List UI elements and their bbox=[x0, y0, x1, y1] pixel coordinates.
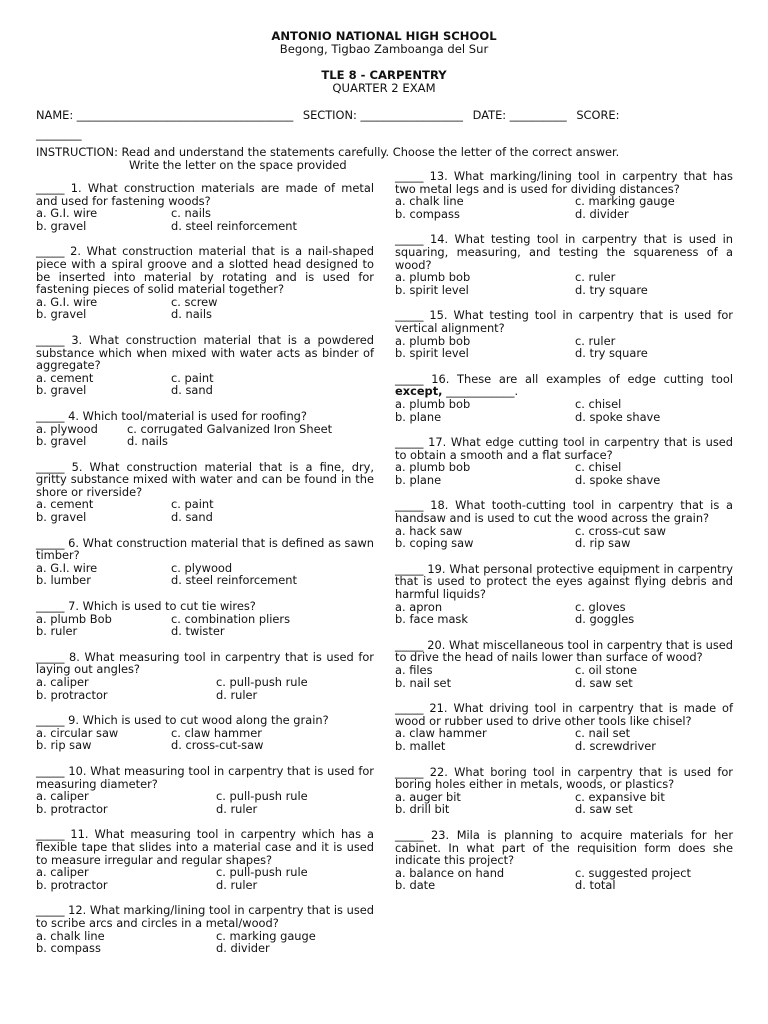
answer-option: a. apron bbox=[395, 599, 443, 614]
answer-option: b. protractor bbox=[36, 801, 108, 816]
answer-option: b. spirit level bbox=[395, 282, 469, 297]
left-question-column bbox=[36, 182, 374, 968]
answer-option: d. sand bbox=[171, 510, 213, 525]
answer-option: c. claw hammer bbox=[171, 725, 262, 740]
question-item bbox=[36, 651, 374, 701]
answer-options bbox=[36, 562, 374, 587]
question-text: _____ 15. What testing tool in carpentry that is used for vertical alignment? bbox=[395, 308, 733, 335]
answer-option: d. divider bbox=[216, 941, 270, 956]
question-stem bbox=[395, 170, 733, 195]
answer-option: c. ruler bbox=[575, 333, 616, 348]
answer-option: c. gloves bbox=[575, 599, 626, 614]
answer-option: a. caliper bbox=[36, 789, 89, 804]
question-text: _____ 17. What edge cutting tool in carpentry that is used to obtain a smooth and a flat surface? bbox=[395, 435, 733, 462]
answer-options bbox=[36, 207, 374, 232]
subject-title: TLE 8 - CARPENTRY bbox=[321, 68, 447, 82]
question-text: _____ 4. Which tool/material is used for roofing? bbox=[36, 408, 307, 423]
answer-option: d. total bbox=[575, 878, 616, 893]
answer-options bbox=[36, 498, 374, 523]
answer-options bbox=[395, 271, 733, 296]
answer-options bbox=[395, 601, 733, 626]
question-text: _____ 3. What construction material that is a powdered substance which when mixed with water acts as binder of aggregate? bbox=[36, 332, 374, 373]
answer-option: c. marking gauge bbox=[575, 194, 675, 209]
question-stem bbox=[36, 410, 374, 423]
question-text: _____ 22. What boring tool in carpentry that is used for boring holes either in metals, woods, or plastics? bbox=[395, 764, 733, 792]
answer-options bbox=[36, 296, 374, 321]
answer-option: a. chalk line bbox=[36, 928, 105, 943]
instruction-line-2: Write the letter on the space provided bbox=[129, 157, 347, 172]
score-field[interactable]: ________ bbox=[36, 127, 82, 141]
answer-option: c. paint bbox=[171, 497, 214, 512]
answer-option: a. caliper bbox=[36, 675, 89, 689]
question-text: _____ 1. What construction materials are made of metal and used for fastening woods? bbox=[36, 181, 374, 208]
answer-options bbox=[36, 727, 374, 752]
answer-option: d. steel reinforcement bbox=[171, 218, 297, 233]
answer-option: b. gravel bbox=[36, 307, 87, 322]
question-stem bbox=[395, 233, 733, 271]
answer-option: d. spoke shave bbox=[575, 472, 661, 487]
answer-option: c. suggested project bbox=[575, 865, 691, 880]
answer-option: d. cross-cut-saw bbox=[171, 738, 264, 753]
answer-option: c. screw bbox=[171, 294, 218, 309]
answer-option: c. combination pliers bbox=[171, 611, 291, 626]
answer-option: a. files bbox=[395, 663, 433, 677]
question-stem bbox=[395, 563, 733, 601]
answer-options bbox=[395, 525, 733, 550]
answer-option: a. plumb bob bbox=[395, 396, 471, 411]
question-text: _____ 12. What marking/lining tool in carpentry that is used to scribe arcs and circles in a metal/wood? bbox=[36, 903, 374, 930]
answer-option: a. plumb bob bbox=[395, 270, 471, 285]
question-text: _____ 23. Mila is planning to acquire materials for her cabinet. In what part of the requisition form does she indicate this project? bbox=[395, 827, 733, 868]
answer-options bbox=[36, 613, 374, 638]
answer-options bbox=[395, 461, 733, 486]
score-label: SCORE: bbox=[576, 108, 620, 122]
answer-option: b. plane bbox=[395, 409, 442, 424]
answer-option: a. caliper bbox=[36, 865, 89, 880]
question-item bbox=[395, 233, 733, 296]
answer-option: a. cement bbox=[36, 497, 94, 512]
answer-option: b. compass bbox=[36, 941, 101, 956]
question-text: _____ 9. Which is used to cut wood along the grain? bbox=[36, 713, 329, 728]
question-item bbox=[395, 499, 733, 549]
answer-option: c. expansive bit bbox=[575, 789, 665, 804]
answer-option: d. spoke shave bbox=[575, 409, 661, 424]
question-text: _____ 6. What construction material that is defined as sawn timber? bbox=[36, 535, 374, 563]
answer-option: d. nails bbox=[127, 434, 168, 449]
question-item bbox=[395, 829, 733, 892]
answer-option: b. coping saw bbox=[395, 536, 474, 551]
answer-option: d. twister bbox=[171, 624, 225, 639]
question-text: _____ 20. What miscellaneous tool in carpentry that is used to drive the head of nails lower than surface of wood? bbox=[395, 637, 733, 665]
answer-option: a. circular saw bbox=[36, 725, 119, 740]
answer-option: a. balance on hand bbox=[395, 865, 505, 880]
answer-option: a. G.I. wire bbox=[36, 560, 98, 575]
answer-option: c. pull-push rule bbox=[216, 865, 308, 880]
answer-option: a. chalk line bbox=[395, 194, 464, 209]
question-stem bbox=[36, 904, 374, 929]
answer-option: c. chisel bbox=[575, 460, 622, 475]
answer-option: d. steel reinforcement bbox=[171, 573, 297, 588]
answer-option: d. goggles bbox=[575, 612, 635, 627]
question-blank: ____________. bbox=[442, 384, 519, 399]
question-text: _____ 16. These are all examples of edge cutting tool bbox=[395, 371, 733, 386]
answer-option: a. hack saw bbox=[395, 523, 463, 538]
question-stem bbox=[36, 714, 374, 727]
question-stem bbox=[36, 600, 374, 613]
question-item bbox=[36, 765, 374, 815]
question-text: _____ 2. What construction material that is a nail-shaped piece with a spiral groove and a slotted head designed to be inserted into material by rotating and is used for fastening pieces of solid material together? bbox=[36, 244, 374, 297]
answer-option: b. lumber bbox=[36, 573, 91, 588]
answer-option: d. divider bbox=[575, 206, 629, 221]
answer-option: b. spirit level bbox=[395, 346, 469, 361]
question-text: _____ 5. What construction material that is a fine, dry, gritty substance mixed with water and can be found in the shore or riverside? bbox=[36, 459, 374, 499]
answer-option: b. date bbox=[395, 878, 436, 893]
answer-option: c. cross-cut saw bbox=[575, 523, 666, 538]
question-stem bbox=[395, 702, 733, 727]
answer-option: c. ruler bbox=[575, 270, 616, 285]
question-item bbox=[395, 563, 733, 626]
question-item bbox=[36, 714, 374, 752]
question-text: _____ 8. What measuring tool in carpentry that is used for laying out angles? bbox=[36, 649, 374, 677]
question-item bbox=[395, 170, 733, 220]
question-stem bbox=[395, 829, 733, 867]
answer-options bbox=[395, 195, 733, 220]
answer-option: a. G.I. wire bbox=[36, 206, 98, 221]
answer-option: b. plane bbox=[395, 472, 442, 487]
answer-options bbox=[395, 867, 733, 892]
question-item bbox=[36, 600, 374, 638]
question-text: _____ 10. What measuring tool in carpentry that is used for measuring diameter? bbox=[36, 763, 374, 791]
question-item bbox=[395, 702, 733, 752]
answer-option: b. gravel bbox=[36, 510, 87, 525]
question-item bbox=[395, 373, 733, 423]
answer-options bbox=[36, 676, 374, 701]
answer-options bbox=[395, 791, 733, 816]
answer-option: c. nail set bbox=[575, 726, 631, 741]
answer-option: a. plumb bob bbox=[395, 333, 471, 348]
answer-option: a. plywood bbox=[36, 421, 98, 436]
answer-options bbox=[36, 930, 374, 955]
student-info-line bbox=[36, 106, 736, 144]
exam-title: QUARTER 2 EXAM bbox=[332, 81, 436, 95]
question-item bbox=[395, 436, 733, 486]
answer-option: d. nails bbox=[171, 307, 212, 322]
question-text: _____ 19. What personal protective equipment in carpentry that is used to protect the eyes against flying debris and harmful liquids? bbox=[395, 561, 733, 602]
question-text: _____ 7. Which is used to cut tie wires? bbox=[36, 599, 256, 614]
question-stem bbox=[36, 182, 374, 207]
question-item bbox=[395, 639, 733, 689]
answer-option: a. auger bit bbox=[395, 789, 461, 804]
question-emphasis: except, bbox=[395, 384, 443, 399]
question-item bbox=[395, 309, 733, 359]
answer-option: a. plumb bob bbox=[395, 460, 471, 475]
answer-option: c. paint bbox=[171, 370, 214, 385]
question-stem bbox=[36, 651, 374, 676]
answer-option: d. try square bbox=[575, 346, 648, 361]
answer-option: c. chisel bbox=[575, 396, 622, 411]
question-stem bbox=[36, 765, 374, 790]
answer-option: b. nail set bbox=[395, 675, 452, 690]
answer-options bbox=[395, 727, 733, 752]
question-item bbox=[36, 461, 374, 524]
question-text: _____ 13. What marking/lining tool in carpentry that has two metal legs and is used for dividing distances? bbox=[395, 169, 733, 196]
question-stem bbox=[395, 766, 733, 791]
answer-option: b. drill bit bbox=[395, 802, 450, 817]
school-name: ANTONIO NATIONAL HIGH SCHOOL bbox=[271, 29, 497, 43]
answer-option: c. oil stone bbox=[575, 663, 638, 677]
answer-option: b. protractor bbox=[36, 687, 108, 702]
instruction-line-1: INSTRUCTION: Read and understand the statements carefully. Choose the letter of the correct answer. bbox=[36, 145, 620, 159]
answer-option: d. saw set bbox=[575, 675, 633, 690]
question-stem bbox=[395, 373, 733, 398]
question-stem bbox=[395, 309, 733, 334]
answer-option: b. mallet bbox=[395, 738, 446, 753]
answer-option: d. rip saw bbox=[575, 536, 631, 551]
exam-header bbox=[0, 30, 768, 95]
answer-options bbox=[395, 664, 733, 689]
question-item bbox=[36, 410, 374, 448]
answer-option: b. face mask bbox=[395, 612, 468, 627]
question-stem bbox=[36, 334, 374, 372]
answer-option: a. G.I. wire bbox=[36, 294, 98, 309]
answer-option: b. ruler bbox=[36, 624, 78, 639]
answer-option: d. screwdriver bbox=[575, 738, 656, 753]
answer-option: d. ruler bbox=[216, 877, 258, 892]
answer-option: d. sand bbox=[171, 383, 213, 398]
answer-option: d. saw set bbox=[575, 802, 633, 817]
answer-options bbox=[395, 398, 733, 423]
answer-option: a. claw hammer bbox=[395, 726, 487, 741]
section-field[interactable]: SECTION: __________________ bbox=[302, 108, 464, 122]
answer-options bbox=[36, 372, 374, 397]
question-stem bbox=[36, 245, 374, 295]
question-stem bbox=[395, 499, 733, 524]
question-text: _____ 21. What driving tool in carpentry that is made of wood or rubber used to drive other tools like chisel? bbox=[395, 701, 733, 728]
right-question-column bbox=[395, 170, 733, 905]
answer-option: d. ruler bbox=[216, 801, 258, 816]
answer-options bbox=[36, 866, 374, 891]
answer-option: c. nails bbox=[171, 206, 211, 221]
answer-option: c. plywood bbox=[171, 560, 233, 575]
answer-option: b. protractor bbox=[36, 877, 108, 892]
question-text: _____ 11. What measuring tool in carpentry which has a flexible tape that slides into a material case and it is used to measure irregular and regular shapes? bbox=[36, 827, 374, 867]
answer-option: b. gravel bbox=[36, 218, 87, 233]
instructions bbox=[36, 146, 736, 171]
answer-option: c. pull-push rule bbox=[216, 675, 308, 689]
answer-option: b. gravel bbox=[36, 434, 87, 449]
question-item bbox=[36, 334, 374, 397]
question-stem bbox=[36, 828, 374, 866]
answer-option: a. cement bbox=[36, 370, 94, 385]
answer-option: a. plumb Bob bbox=[36, 611, 112, 626]
answer-option: c. marking gauge bbox=[216, 928, 316, 943]
question-item bbox=[36, 245, 374, 321]
question-item bbox=[395, 766, 733, 816]
question-text: _____ 18. What tooth-cutting tool in carpentry that is a handsaw and is used to cut the wood across the grain? bbox=[395, 498, 733, 526]
answer-options bbox=[36, 790, 374, 815]
question-stem bbox=[36, 537, 374, 562]
question-text: _____ 14. What testing tool in carpentry that is used in squaring, measuring, and testing the squareness of a wood? bbox=[395, 232, 733, 272]
school-address: Begong, Tigbao Zamboanga del Sur bbox=[279, 42, 489, 56]
answer-option: d. try square bbox=[575, 282, 648, 297]
question-stem bbox=[395, 639, 733, 664]
answer-option: b. rip saw bbox=[36, 738, 92, 753]
question-item bbox=[36, 182, 374, 232]
answer-options bbox=[36, 423, 374, 448]
answer-options bbox=[395, 335, 733, 360]
question-item bbox=[36, 904, 374, 954]
answer-option: b. gravel bbox=[36, 383, 87, 398]
answer-option: b. compass bbox=[395, 206, 460, 221]
question-item bbox=[36, 537, 374, 587]
answer-option: c. corrugated Galvanized Iron Sheet bbox=[127, 421, 333, 436]
answer-option: d. ruler bbox=[216, 687, 258, 702]
question-stem bbox=[395, 436, 733, 461]
question-stem bbox=[36, 461, 374, 499]
question-item bbox=[36, 828, 374, 891]
answer-option: c. pull-push rule bbox=[216, 789, 308, 804]
name-field[interactable]: NAME: ______________________________________ bbox=[36, 108, 294, 122]
date-field[interactable]: DATE: __________ bbox=[472, 108, 567, 122]
